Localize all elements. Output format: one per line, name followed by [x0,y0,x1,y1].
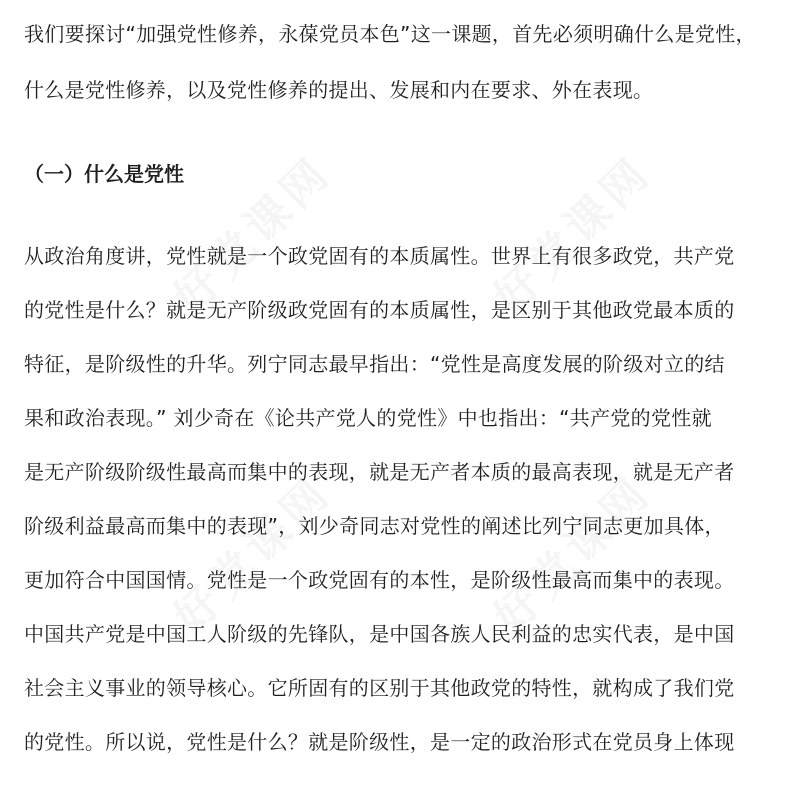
intro-line: 什么是党性修养，以及党性修养的提出、发展和内在要求、外在表现。 [24,78,654,102]
body-line: 特征，是阶级性的升华。列宁同志最早指出：“党性是高度发展的阶级对立的结 [24,352,725,376]
watermark: 好党课网 [484,146,662,324]
section-heading: （一）什么是党性 [24,162,184,186]
body-line: 的党性是什么？就是无产阶级政党固有的本质属性，是区别于其他政党最本质的 [24,298,735,322]
body-line: 阶级利益最高而集中的表现”，刘少奇同志对党性的阐述比列宁同志更加具体， [24,514,725,538]
body-line: 果和政治表现。” 刘少奇在《论共产党人的党性》中也指出：“共产党的党性就 [24,406,712,430]
watermark: 好党课网 [164,466,342,644]
body-line: 社会主义事业的领导核心。它所固有的区别于其他政党的特性，就构成了我们党 [24,676,735,700]
body-line: 更加符合中国国情。党性是一个政党固有的本性，是阶级性最高而集中的表现。 [24,568,735,592]
body-line: 是无产阶级阶级性最高而集中的表现，就是无产者本质的最高表现，就是无产者 [24,460,735,484]
watermark: 好党课网 [484,466,662,644]
body-line: 的党性。所以说，党性是什么？就是阶级性，是一定的政治形式在党员身上体现 [24,730,735,754]
intro-line: 我们要探讨“加强党性修养，永葆党员本色”这一课题，首先必须明确什么是党性， [24,22,756,46]
body-line: 中国共产党是中国工人阶级的先锋队，是中国各族人民利益的忠实代表，是中国 [24,622,735,646]
watermark: 好党课网 [164,146,342,324]
body-line: 从政治角度讲，党性就是一个政党固有的本质属性。世界上有很多政党，共产党 [24,244,735,268]
